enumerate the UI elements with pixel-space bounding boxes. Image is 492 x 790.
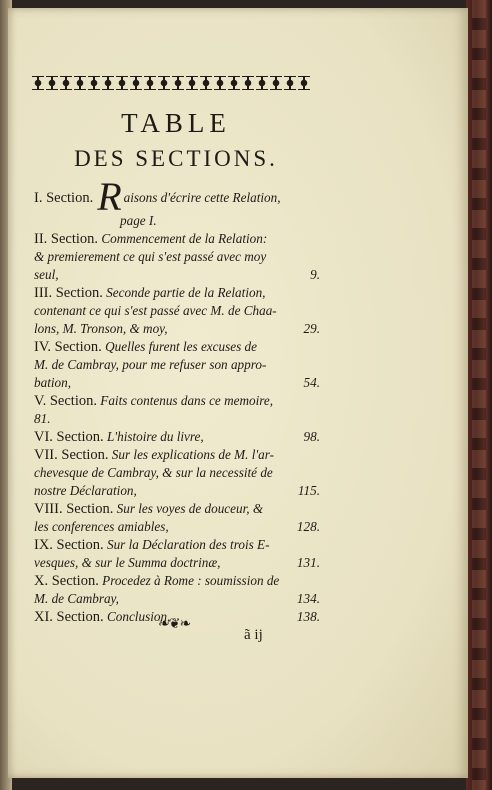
toc-entry bbox=[34, 572, 320, 608]
section-label: I. Section. bbox=[34, 190, 94, 206]
section-label: II. Section. bbox=[34, 231, 99, 247]
toc-entry bbox=[34, 428, 320, 446]
section-title-cont: les conferences amiables, bbox=[34, 519, 169, 534]
section-label: VIII. Section. bbox=[34, 501, 114, 517]
section-title: Commencement de la Relation: bbox=[101, 231, 268, 246]
page-number: 131. bbox=[296, 555, 320, 570]
section-title-cont: chevesque de Cambray, & sur la necessité de bbox=[34, 465, 273, 480]
dropcap: R bbox=[97, 174, 122, 219]
title-line-1: TABLE bbox=[121, 108, 231, 138]
toc-entry bbox=[34, 174, 320, 230]
section-title-cont: M. de Cambray, bbox=[34, 591, 119, 606]
section-label: VII. Section. bbox=[34, 447, 109, 463]
title-line-2: DES SECTIONS. bbox=[74, 146, 278, 171]
section-title-cont: vesques, & sur le Summa doctrinæ, bbox=[34, 555, 221, 570]
page-number: 9. bbox=[310, 267, 320, 282]
section-title-cont: nostre Déclaration, bbox=[34, 483, 137, 498]
section-title-cont: & premierement ce qui s'est passé avec moy bbox=[34, 249, 267, 264]
page-reference: page I. bbox=[120, 213, 157, 228]
toc-entry bbox=[34, 338, 320, 392]
section-title: L'histoire du livre, bbox=[106, 429, 204, 444]
section-label: VI. Section. bbox=[34, 429, 104, 445]
page-number: 138. bbox=[296, 609, 320, 624]
section-title: Sur les voyes de douceur, & bbox=[116, 501, 264, 516]
toc-entry bbox=[34, 446, 320, 500]
ornament-border bbox=[32, 76, 310, 90]
section-title: Quelles furent les excuses de bbox=[105, 339, 257, 354]
section-title: Faits contenus dans ce memoire, bbox=[100, 393, 274, 408]
page-number: 134. bbox=[296, 591, 320, 606]
section-label: IV. Section. bbox=[34, 339, 102, 355]
section-title-cont: bation, bbox=[34, 375, 71, 390]
section-label: V. Section. bbox=[34, 393, 97, 409]
toc-entry bbox=[34, 500, 320, 536]
toc-entry bbox=[34, 284, 320, 338]
section-label: X. Section. bbox=[34, 573, 99, 589]
page-number: 54. bbox=[303, 375, 320, 390]
page-number: 98. bbox=[303, 429, 320, 444]
section-title: aisons d'écrire cette Relation, bbox=[123, 190, 281, 205]
section-title: Seconde partie de la Relation, bbox=[106, 285, 266, 300]
page-number: 115. bbox=[297, 483, 320, 498]
section-title: Sur la Déclaration des trois E- bbox=[106, 537, 270, 552]
section-label: IX. Section. bbox=[34, 537, 104, 553]
section-label: XI. Section. bbox=[34, 609, 104, 625]
book-binding bbox=[466, 0, 492, 790]
page-number: 29. bbox=[303, 321, 320, 336]
toc-entry bbox=[34, 230, 320, 284]
section-title: Sur les explications de M. l'ar- bbox=[111, 447, 275, 462]
toc-entry bbox=[34, 392, 320, 428]
section-title: Conclusion, bbox=[106, 609, 171, 624]
table-of-contents bbox=[34, 174, 320, 626]
section-title-cont: seul, bbox=[34, 267, 59, 282]
section-title-cont: contenant ce qui s'est passé avec M. de Chaa- bbox=[34, 303, 277, 318]
section-title: Procedez à Rome : soumission de bbox=[102, 573, 280, 588]
book-page bbox=[8, 8, 468, 778]
section-title-cont: lons, M. Tronson, & moy, bbox=[34, 321, 168, 336]
section-title-cont: M. de Cambray, pour me refuser son appro- bbox=[34, 357, 267, 372]
page-number: 81. bbox=[34, 411, 51, 426]
signature-mark: ã ij bbox=[244, 627, 263, 643]
fleuron-ornament-icon: ❧❦❧ bbox=[158, 616, 191, 632]
section-label: III. Section. bbox=[34, 285, 103, 301]
page-number: 128. bbox=[296, 519, 320, 534]
toc-entry bbox=[34, 536, 320, 572]
